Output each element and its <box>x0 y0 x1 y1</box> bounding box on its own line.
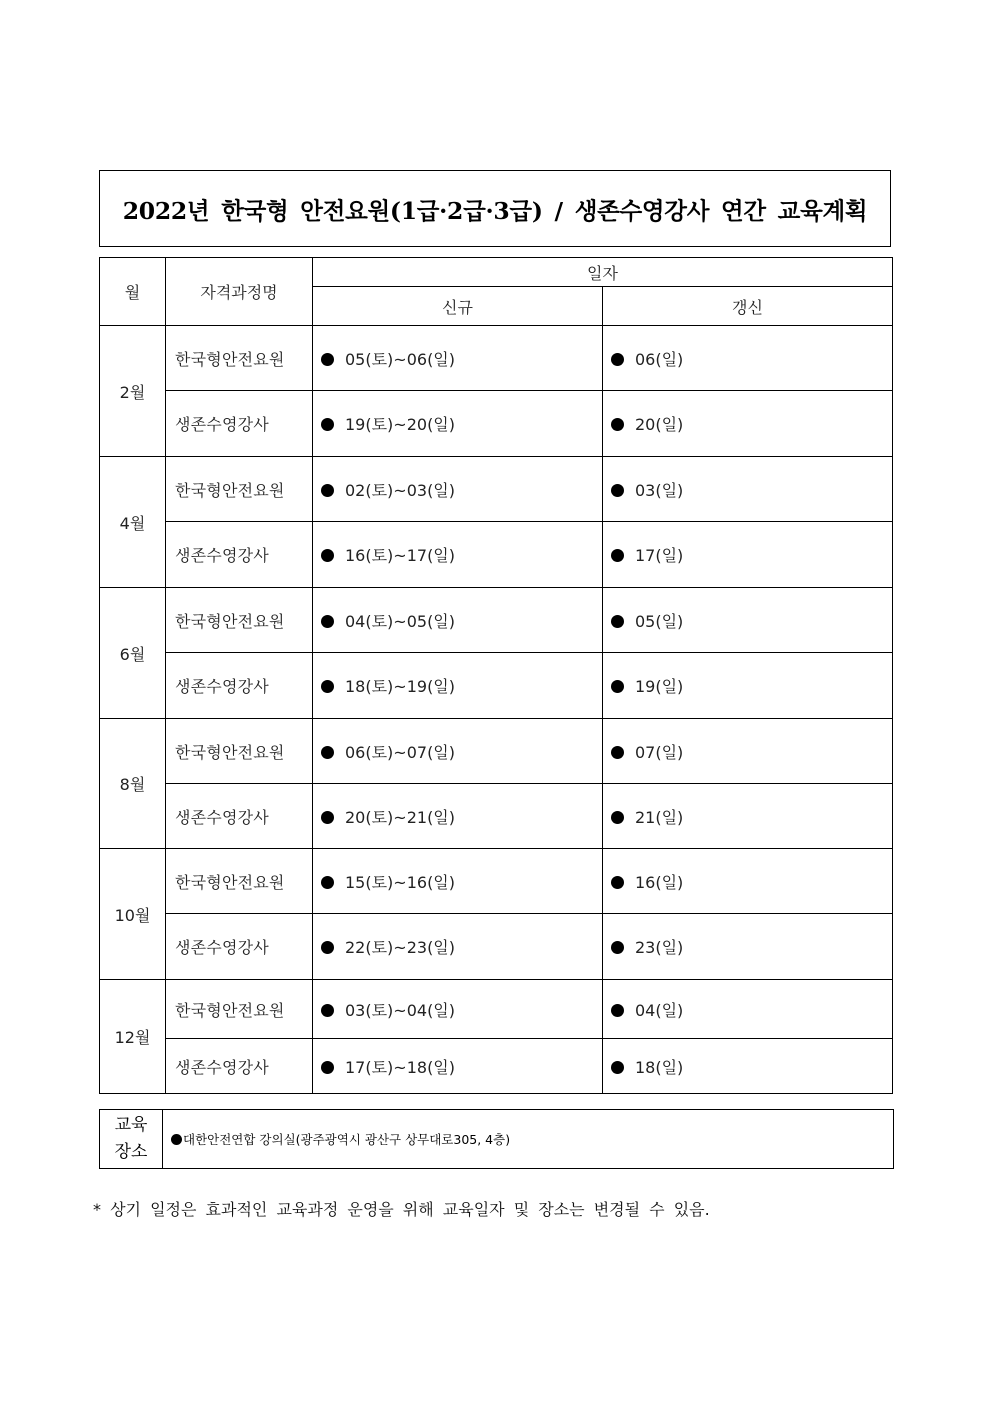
course-cell: 생존수영강사 <box>166 391 313 457</box>
new-date-text: 03(토)~04(일) <box>345 1000 456 1020</box>
new-date-text: 02(토)~03(일) <box>345 480 456 500</box>
month-cell: 4월 <box>100 457 166 588</box>
renew-date-cell <box>603 391 893 457</box>
header-course: 자격과정명 <box>166 258 313 326</box>
course-cell: 한국형안전요원 <box>166 849 313 914</box>
bullet-icon <box>321 1061 334 1074</box>
location-value: 대한안전연합 강의실(광주광역시 광산구 상무대로305, 4층) <box>183 1132 511 1147</box>
bullet-icon <box>611 746 624 759</box>
new-date-cell <box>313 653 603 719</box>
course-cell: 한국형안전요원 <box>166 588 313 653</box>
bullet-icon <box>321 941 334 954</box>
renew-date-cell <box>603 914 893 980</box>
renew-date-cell <box>603 522 893 588</box>
location-value-cell <box>163 1110 510 1168</box>
month-cell: 6월 <box>100 588 166 719</box>
table-row <box>100 457 893 522</box>
course-cell: 생존수영강사 <box>166 522 313 588</box>
bullet-icon <box>171 1134 182 1145</box>
new-date-cell <box>313 391 603 457</box>
table-row <box>100 980 893 1039</box>
header-month: 월 <box>100 258 166 326</box>
new-date-text: 22(토)~23(일) <box>345 938 456 957</box>
renew-date-cell <box>603 980 893 1039</box>
table-row <box>100 784 893 849</box>
month-cell: 10월 <box>100 849 166 980</box>
renew-date-text: 05(일) <box>635 611 684 631</box>
renew-date-cell <box>603 1039 893 1094</box>
new-date-cell <box>313 719 603 784</box>
table-row <box>100 588 893 653</box>
bullet-icon <box>611 1061 624 1074</box>
table-row <box>100 653 893 719</box>
bullet-icon <box>321 484 334 497</box>
bullet-icon <box>321 615 334 628</box>
bullet-icon <box>611 941 624 954</box>
table-row <box>100 849 893 914</box>
course-cell: 한국형안전요원 <box>166 719 313 784</box>
document-title: 2022년 한국형 안전요원(1급·2급·3급) / 생존수영강사 연간 교육계획 <box>122 196 868 225</box>
bullet-icon <box>321 549 334 562</box>
month-cell: 2월 <box>100 326 166 457</box>
new-date-cell <box>313 326 603 391</box>
renew-date-text: 07(일) <box>635 742 684 762</box>
header-row <box>100 258 893 287</box>
bullet-icon <box>611 615 624 628</box>
location-label <box>100 1110 163 1168</box>
bullet-icon <box>321 680 334 693</box>
bullet-icon <box>321 811 334 824</box>
bullet-icon <box>611 418 624 431</box>
new-date-cell <box>313 457 603 522</box>
location-label-line1: 교육 <box>114 1115 148 1135</box>
table-row <box>100 719 893 784</box>
bullet-icon <box>611 484 624 497</box>
new-date-cell <box>313 914 603 980</box>
renew-date-text: 20(일) <box>635 415 684 434</box>
bullet-icon <box>321 746 334 759</box>
schedule-table <box>99 257 893 1094</box>
new-date-cell <box>313 588 603 653</box>
new-date-text: 05(토)~06(일) <box>345 349 456 369</box>
renew-date-text: 21(일) <box>635 807 684 827</box>
bullet-icon <box>321 418 334 431</box>
bullet-icon <box>321 876 334 889</box>
new-date-text: 16(토)~17(일) <box>345 546 456 565</box>
renew-date-text: 16(일) <box>635 872 684 892</box>
new-date-text: 17(토)~18(일) <box>345 1057 456 1077</box>
table-row <box>100 326 893 391</box>
new-date-text: 20(토)~21(일) <box>345 807 456 827</box>
renew-date-text: 03(일) <box>635 480 684 500</box>
table-row <box>100 522 893 588</box>
bullet-icon <box>611 876 624 889</box>
course-cell: 한국형안전요원 <box>166 457 313 522</box>
new-date-text: 15(토)~16(일) <box>345 872 456 892</box>
renew-date-cell <box>603 784 893 849</box>
new-date-text: 18(토)~19(일) <box>345 677 456 696</box>
new-date-cell <box>313 849 603 914</box>
new-date-text: 19(토)~20(일) <box>345 415 456 434</box>
table-row <box>100 914 893 980</box>
renew-date-text: 19(일) <box>635 677 684 696</box>
location-box <box>99 1109 894 1169</box>
header-date: 일자 <box>313 258 893 287</box>
renew-date-text: 17(일) <box>635 546 684 565</box>
new-date-text: 06(토)~07(일) <box>345 742 456 762</box>
course-cell: 한국형안전요원 <box>166 980 313 1039</box>
course-cell: 생존수영강사 <box>166 914 313 980</box>
header-renew: 갱신 <box>603 287 893 326</box>
renew-date-cell <box>603 457 893 522</box>
course-cell: 생존수영강사 <box>166 1039 313 1094</box>
new-date-cell <box>313 980 603 1039</box>
renew-date-text: 18(일) <box>635 1057 684 1077</box>
renew-date-cell <box>603 653 893 719</box>
bullet-icon <box>611 811 624 824</box>
renew-date-cell <box>603 849 893 914</box>
renew-date-cell <box>603 719 893 784</box>
renew-date-text: 23(일) <box>635 938 684 957</box>
header-new: 신규 <box>313 287 603 326</box>
month-cell: 8월 <box>100 719 166 849</box>
title-box <box>99 170 891 247</box>
bullet-icon <box>611 680 624 693</box>
bullet-icon <box>321 1004 334 1017</box>
footnote: * 상기 일정은 효과적인 교육과정 운영을 위해 교육일자 및 장소는 변경될 수 있음. <box>93 1200 710 1219</box>
course-cell: 생존수영강사 <box>166 784 313 849</box>
renew-date-text: 04(일) <box>635 1000 684 1020</box>
bullet-icon <box>611 1004 624 1017</box>
new-date-cell <box>313 784 603 849</box>
table-row <box>100 391 893 457</box>
month-cell: 12월 <box>100 980 166 1094</box>
renew-date-text: 06(일) <box>635 349 684 369</box>
table-row <box>100 1039 893 1094</box>
bullet-icon <box>611 549 624 562</box>
new-date-cell <box>313 522 603 588</box>
renew-date-cell <box>603 588 893 653</box>
renew-date-cell <box>603 326 893 391</box>
location-label-line2: 장소 <box>114 1142 148 1162</box>
bullet-icon <box>321 353 334 366</box>
course-cell: 한국형안전요원 <box>166 326 313 391</box>
new-date-cell <box>313 1039 603 1094</box>
course-cell: 생존수영강사 <box>166 653 313 719</box>
new-date-text: 04(토)~05(일) <box>345 611 456 631</box>
bullet-icon <box>611 353 624 366</box>
